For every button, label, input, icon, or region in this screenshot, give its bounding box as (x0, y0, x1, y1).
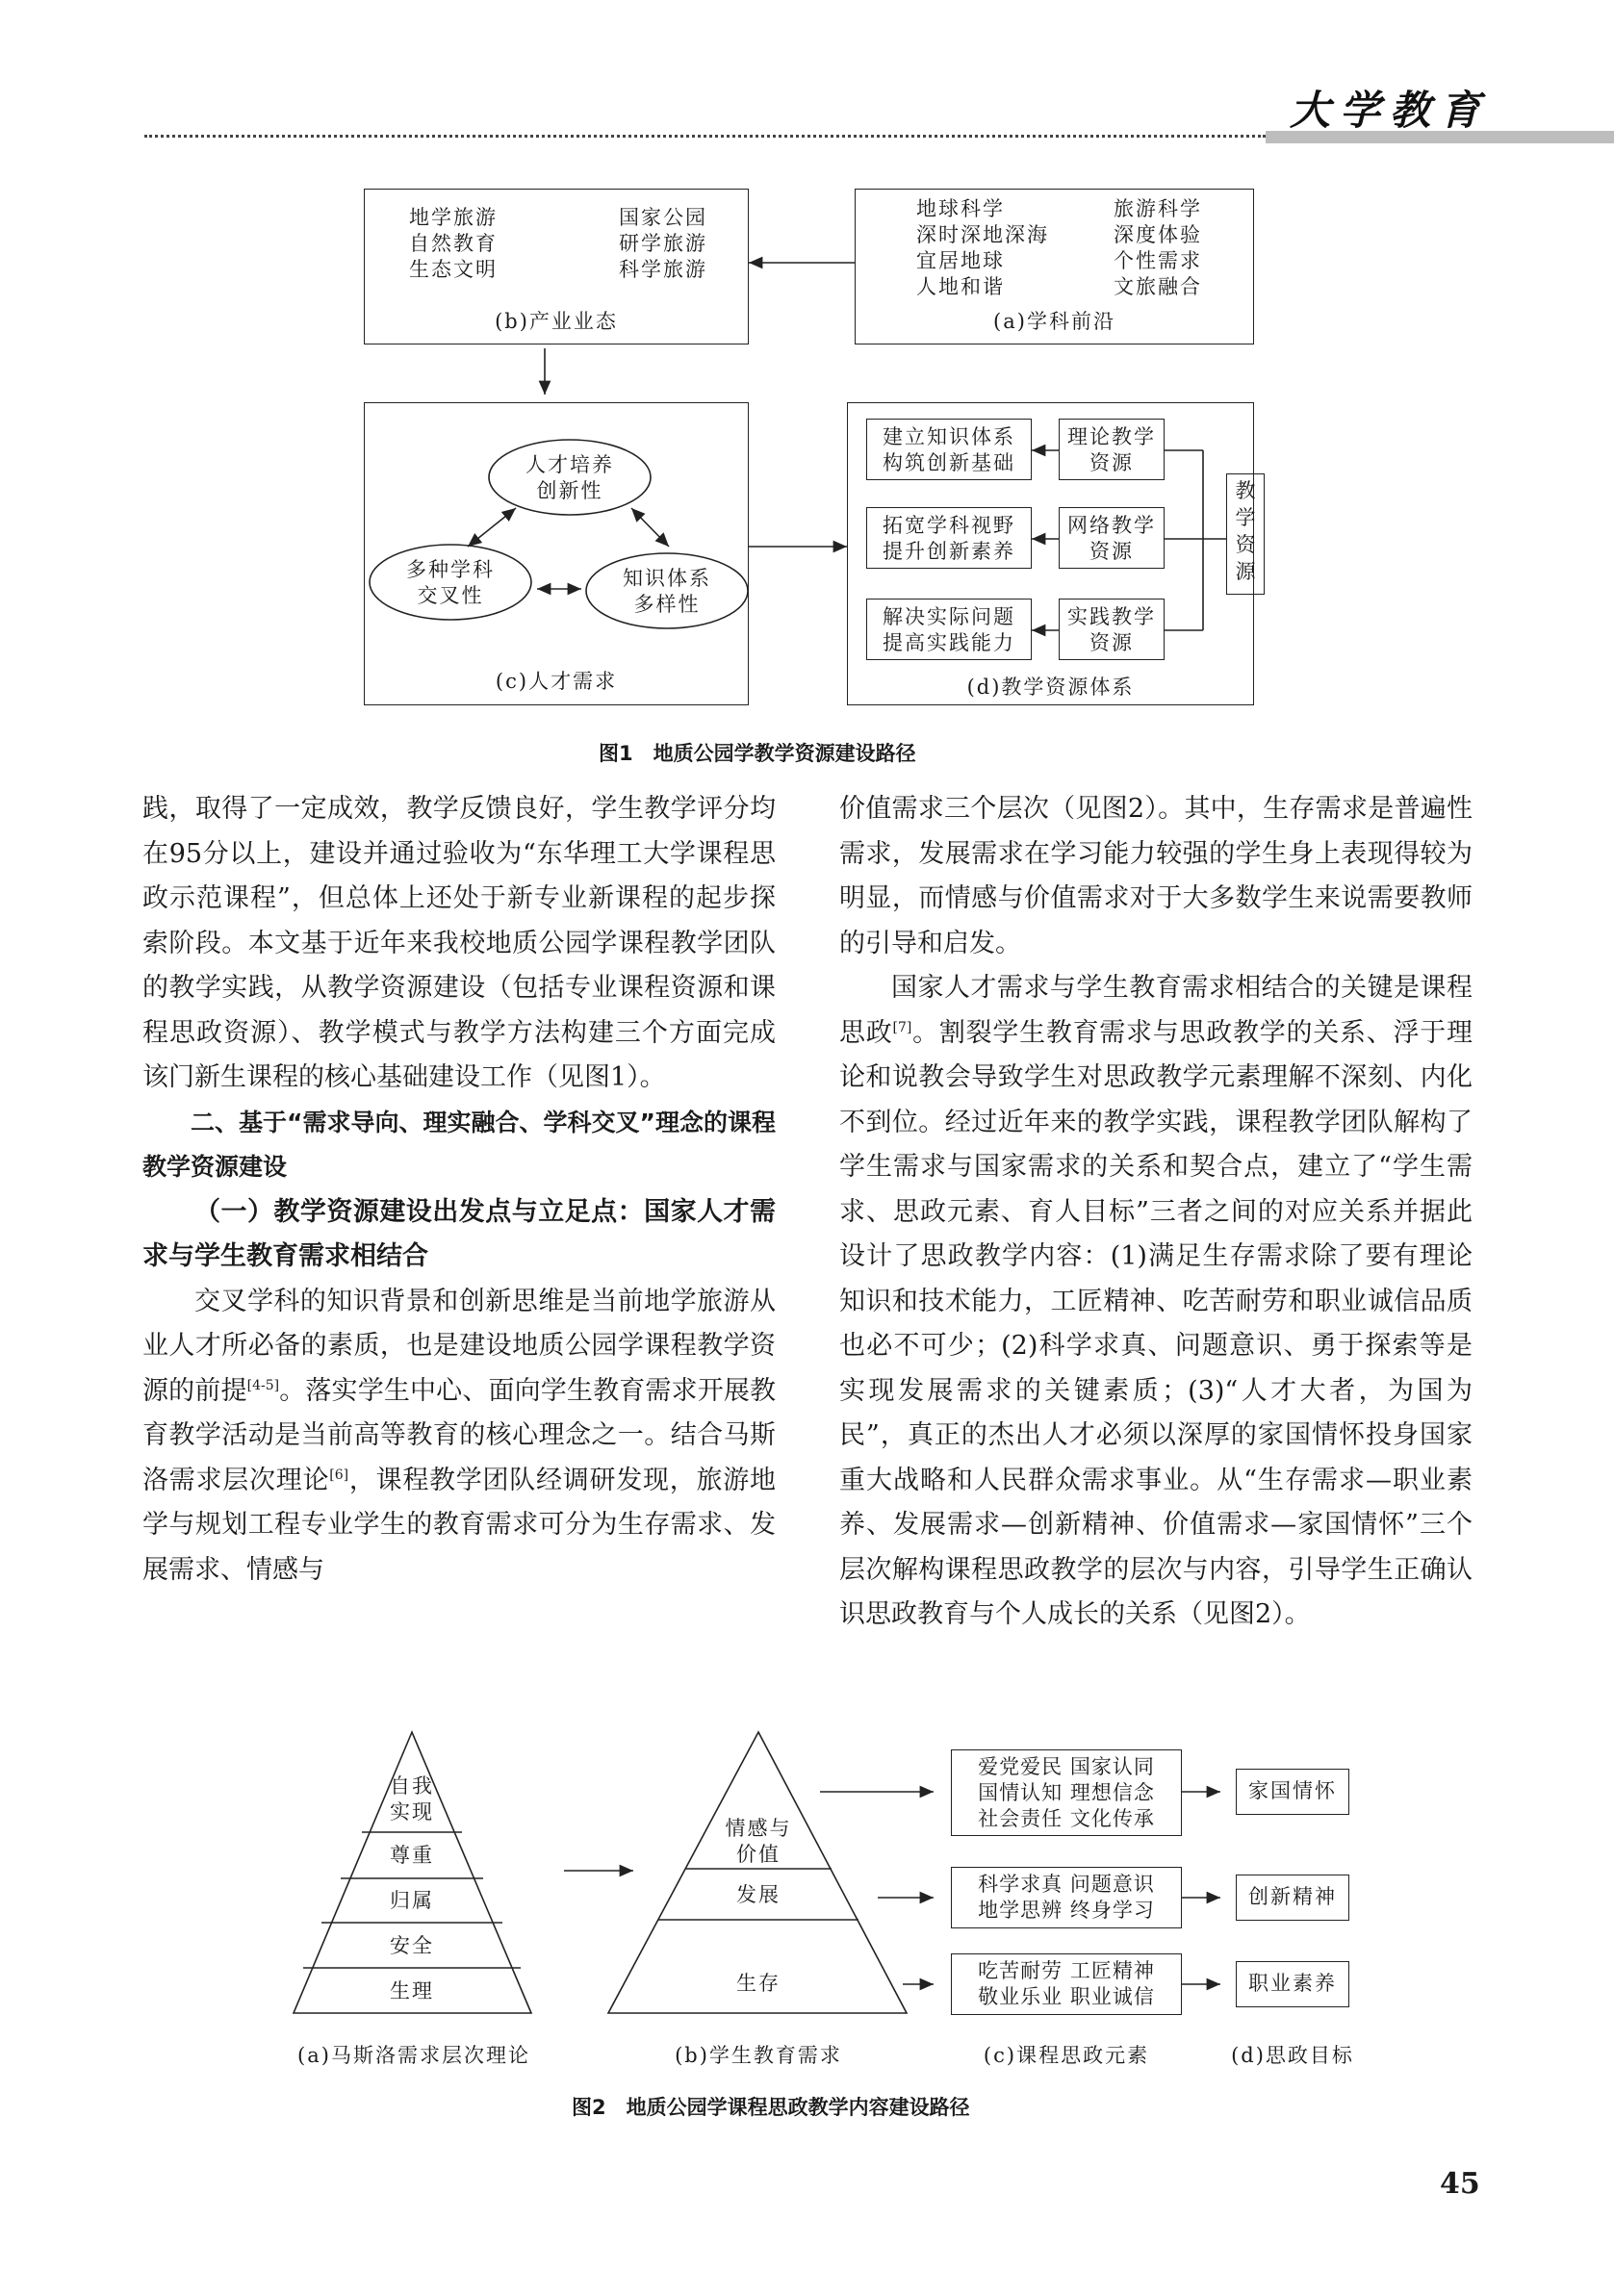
fig1-c-top-1: 人才培养 (525, 453, 614, 476)
left-paragraph-2-c: ，课程教学团队经调研发现，旅游地学与规划工程专业学生的教育需求可分为生存需求、发展需求、情感与 (142, 1465, 777, 1585)
fig1-d-resource-3-l1: 实践教学 (1067, 605, 1156, 628)
fig1-d-goal-2-l1: 拓宽学科视野 (883, 514, 1015, 537)
fig1-d-goal-2-l2: 提升创新素养 (883, 540, 1015, 563)
fig1-c-right-2: 多样性 (633, 593, 701, 616)
citation-7: [7] (892, 1019, 912, 1035)
right-paragraph-2-a: 国家人才需求与学生教育需求相结合的关键是课程思政 (839, 973, 1473, 1048)
fig2-c-2-l2: 地学思辨 终身学习 (978, 1899, 1155, 1922)
fig2-a-level-1a: 自我 (390, 1774, 434, 1798)
fig2-d-3: 职业素养 (1248, 1972, 1337, 1995)
fig1-a-left-2: 深时深地深海 (916, 223, 1049, 246)
right-paragraph-2-b: 。割裂学生教育需求与思政教学的关系、浮于理论和说教会导致学生对思政教学元素理解不深刻、内化不到位。经过近年来的教学实践，课程教学团队解构了学生需求与国家需求的关系和契合点，建立了“学生需求、思政元素、育人目标”三者之间的对应关系并据此设计了思政教学内容：(1)满足生存需求除了要有理论知识和技术能力，工匠精神、吃苦耐劳和职业诚信品质也必不可少；(2)科学求真、问题意识、勇于探索等是实现发展需求的关键素质；(3)“人才大者，为国为民”，真正的杰出人才必须以深厚的家国情怀投身国家重大战略和人民群众需求事业。从“生存需求—职业素养、发展需求—创新精神、价值需求—家国情怀”三个层次解构课程思政教学的层次与内容，引导学生正确认识思政教育与个人成长的关系（见图2）。 (839, 1017, 1473, 1629)
fig1-c-left-2: 交叉性 (417, 584, 484, 607)
fig2-d-2: 创新精神 (1248, 1885, 1337, 1908)
fig1-a-label: (a)学科前沿 (993, 310, 1115, 333)
fig1-c-right-1: 知识体系 (623, 567, 711, 590)
fig2-c-1-l3: 社会责任 文化传承 (978, 1807, 1155, 1830)
citation-6: [6] (329, 1467, 349, 1483)
fig1-d-side-label: 教学资源 (1235, 479, 1256, 583)
left-paragraph-1: 践，取得了一定成效，教学反馈良好，学生教学评分均在95分以上，建设并通过验收为“东华理工大学课程思政示范课程”，但总体上还处于新专业新课程的起步探索阶段。本文基于近年来我校地质公园学课程教学团队的教学实践，从教学资源建设（包括专业课程资源和课程思政资源）、教学模式与教学方法构建三个方面完成该门新生课程的核心基础建设工作（见图1）。 (142, 794, 776, 1092)
fig1-a-left-3: 宜居地球 (916, 249, 1005, 272)
fig1-b-right-1: 国家公园 (619, 206, 707, 229)
fig1-c-top-2: 创新性 (536, 479, 603, 502)
fig2-c-1-l2: 国情认知 理想信念 (978, 1781, 1155, 1804)
fig1-d-goal-1-l2: 构筑创新基础 (883, 451, 1015, 474)
fig2-b-level-3: 生存 (736, 1972, 781, 1995)
subsection-heading-1: （一）教学资源建设出发点与立足点：国家人才需求与学生教育需求相结合 (142, 1196, 776, 1271)
fig2-a-level-1b: 实现 (390, 1800, 434, 1824)
fig2-c-2-l1: 科学求真 问题意识 (978, 1873, 1155, 1896)
fig1-b-label: (b)产业业态 (495, 310, 618, 333)
fig1-d-goal-3-l1: 解决实际问题 (883, 605, 1015, 628)
fig1-a-right-4: 文旅融合 (1114, 275, 1202, 298)
fig2-d-label: (d)思政目标 (1231, 2044, 1354, 2067)
fig1-c-left-1: 多种学科 (406, 558, 495, 581)
fig2-c-3-l1: 吃苦耐劳 工匠精神 (978, 1959, 1155, 1982)
fig2-b-level-1a: 情感与 (725, 1817, 792, 1840)
fig1-d-resource-2-l1: 网络教学 (1067, 514, 1156, 537)
left-paragraph-2-a: 交叉学科的知识背景和创新思维是当前地学旅游从业人才所必备的素质，也是建设地质公园学课程教学资源的前提 (142, 1286, 776, 1406)
fig1-a-left-4: 人地和谐 (916, 275, 1005, 298)
fig1-d-goal-1-l1: 建立知识体系 (883, 425, 1015, 448)
citation-4-5: [4-5] (246, 1377, 280, 1393)
fig2-b-label: (b)学生教育需求 (675, 2044, 842, 2067)
fig1-d-resource-2-l2: 资源 (1089, 540, 1134, 563)
figure-2-caption: 图2 地质公园学课程思政教学内容建设路径 (572, 2096, 970, 2119)
fig2-a-level-4: 安全 (390, 1934, 434, 1957)
fig1-c-label: (c)人才需求 (495, 670, 618, 693)
fig1-b-left-3: 生态文明 (409, 258, 498, 281)
journal-logo: 大学教育 (1290, 87, 1491, 134)
section-heading-2: 二、基于“需求导向、理实融合、学科交叉”理念的课程教学资源建设 (142, 1108, 776, 1181)
fig2-d-1: 家国情怀 (1248, 1779, 1337, 1802)
fig1-a-right-1: 旅游科学 (1114, 197, 1202, 220)
fig2-a-level-2: 尊重 (390, 1844, 434, 1867)
fig1-a-right-2: 深度体验 (1114, 223, 1202, 246)
right-paragraph-1: 价值需求三个层次（见图2）。其中，生存需求是普遍性需求，发展需求在学习能力较强的学生身上表现得较为明显，而情感与价值需求对于大多数学生来说需要教师的引导和启发。 (839, 794, 1473, 958)
fig2-a-level-5: 生理 (390, 1979, 434, 2003)
fig1-d-goal-3-l2: 提高实践能力 (883, 631, 1015, 654)
fig2-c-3-l2: 敬业乐业 职业诚信 (978, 1985, 1155, 2008)
fig1-d-resource-3-l2: 资源 (1089, 631, 1134, 654)
fig1-a-left-1: 地球科学 (916, 197, 1005, 220)
left-paragraph-2-b: 。落实学生中心、面向学生教育需求开展教育教学活动是当前高等教育的核心理念之一。结合马斯洛需求层次理论 (142, 1375, 777, 1495)
fig1-b-right-2: 研学旅游 (619, 232, 707, 255)
fig2-a-level-3: 归属 (390, 1889, 434, 1912)
fig1-d-resource-1-l1: 理论教学 (1067, 425, 1156, 448)
fig1-d-resource-1-l2: 资源 (1089, 451, 1134, 474)
page-number: 45 (1440, 2167, 1480, 2201)
fig1-a-right-3: 个性需求 (1114, 249, 1202, 272)
fig2-c-label: (c)课程思政元素 (983, 2044, 1150, 2067)
fig1-d-label: (d)教学资源体系 (966, 676, 1135, 699)
fig2-c-1-l1: 爱党爱民 国家认同 (978, 1755, 1155, 1778)
fig2-b-level-2: 发展 (736, 1883, 781, 1906)
fig1-b-left-1: 地学旅游 (409, 206, 498, 229)
fig2-a-label: (a)马斯洛需求层次理论 (297, 2044, 530, 2067)
fig1-b-right-3: 科学旅游 (619, 258, 707, 281)
fig1-b-left-2: 自然教育 (409, 232, 498, 255)
figure-1-caption: 图1 地质公园学教学资源建设路径 (599, 742, 916, 765)
fig2-b-level-1b: 价值 (736, 1843, 781, 1866)
